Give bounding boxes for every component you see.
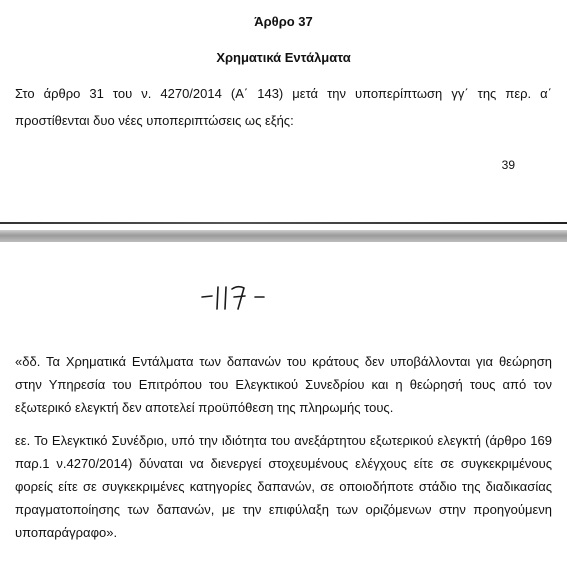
paragraph-ee: εε. Το Ελεγκτικό Συνέδριο, υπό την ιδιότητα του ανεξάρτητου εξωτερικού ελεγκτή (άρθρο 169 παρ.1 ν.4270/2014) δύναται να διενεργεί στοχευμένους ελέγχους είτε σε συγκεκριμένους φορείς είτε σε συγκεκριμένες κατηγορίες δαπανών, σε οποιοδήποτε στάδιο της διαδικασίας πραγματοποίησης των δαπανών, με την επιφύλαξη των οριζόμενων στην προηγούμενη υποπαράγραφο». [15, 433, 552, 540]
page-break-divider [0, 222, 567, 252]
handwritten-page-mark [200, 282, 280, 312]
handwritten-mark-drawing [200, 282, 280, 312]
amendment-text [15, 350, 552, 554]
page-number: 39 [501, 158, 515, 172]
article-subtitle: Χρηματικά Εντάλματα [216, 50, 351, 65]
article-intro-paragraph: Στο άρθρο 31 του ν. 4270/2014 (Α΄ 143) μετά την υποπερίπτωση γγ΄ της περ. α΄ προστίθενται δυο νέες υποπεριπτώσεις ως εξής: [15, 86, 552, 128]
page-break-line [0, 222, 567, 224]
paragraph-dd: «δδ. Τα Χρηματικά Εντάλματα των δαπανών του κράτους δεν υποβάλλονται για θεώρηση στην Υπηρεσία του Επιτρόπου του Ελεγκτικού Συνεδρίου και η θεώρησή τους από τον εξωτερικό ελεγκτή δεν αποτελεί προϋπόθεση της πληρωμής τους. [15, 354, 552, 415]
scan-gap-band [0, 230, 567, 242]
article-title: Άρθρο 37 [254, 14, 313, 29]
